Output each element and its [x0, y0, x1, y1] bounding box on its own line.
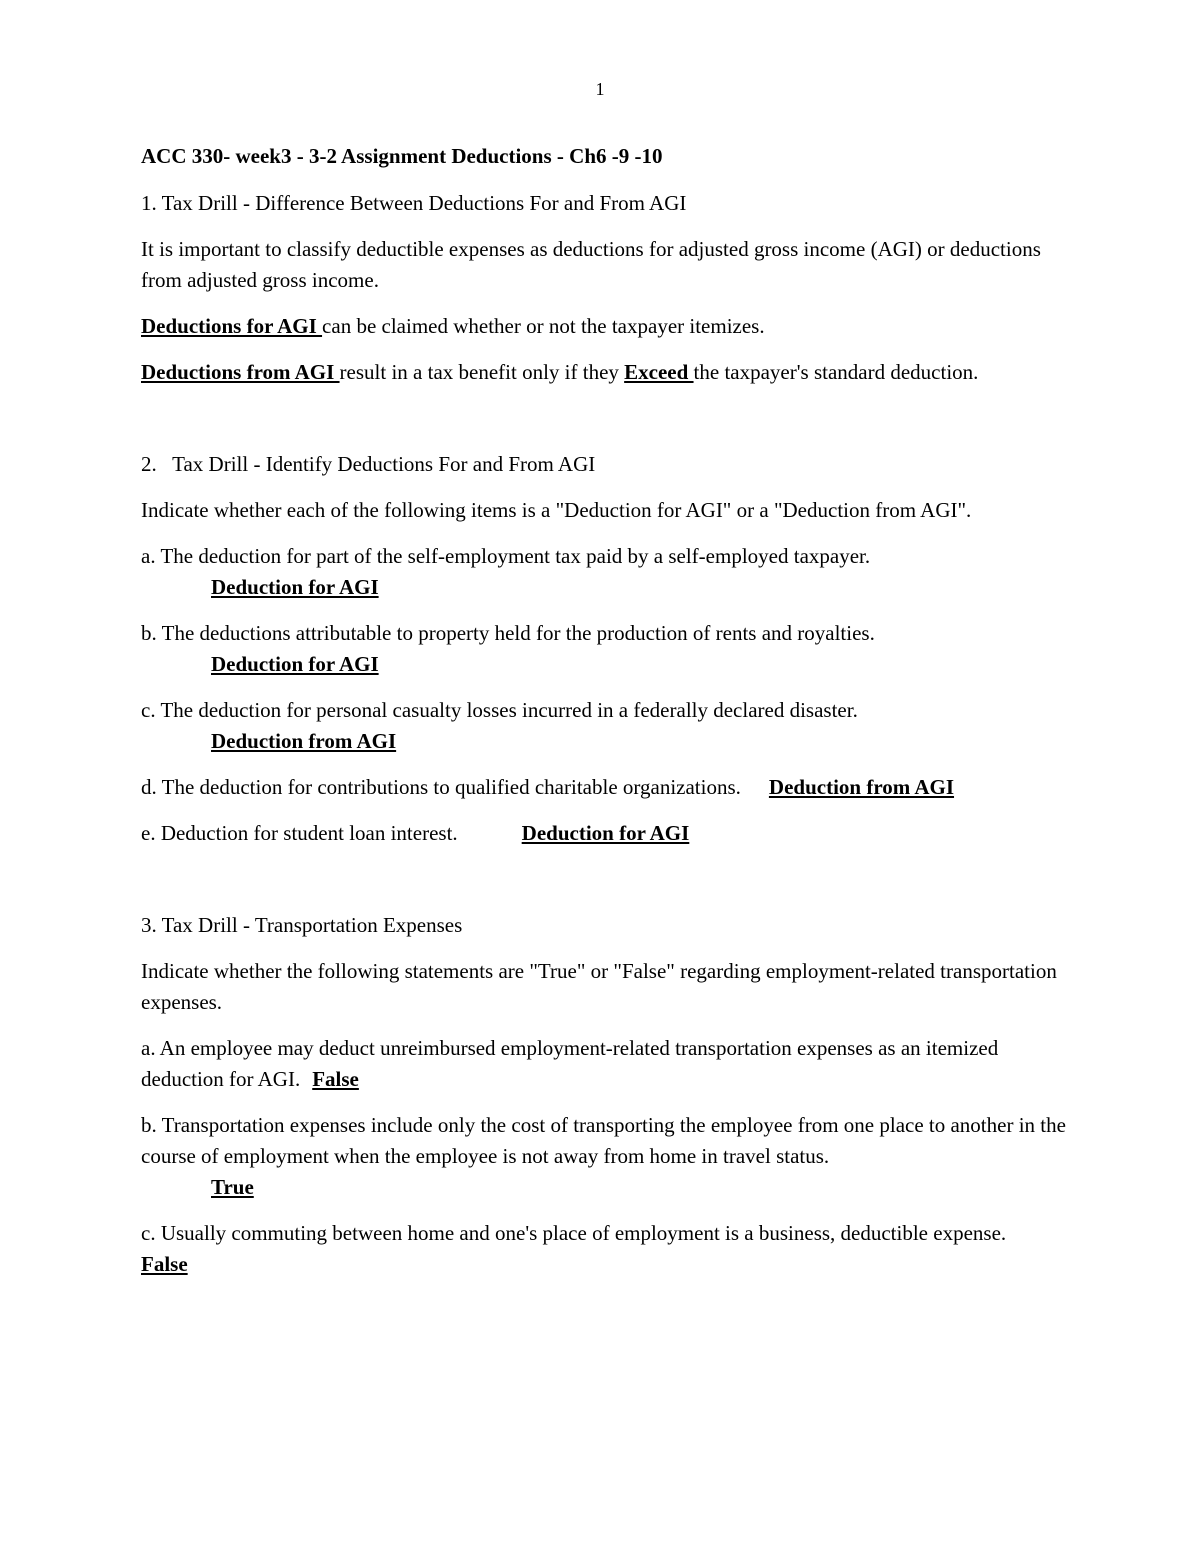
section2-item-c-answer: Deduction from AGI	[211, 729, 397, 753]
section1-line2-text-b: the taxpayer's standard deduction.	[693, 360, 979, 384]
section2-item-b-answer: Deduction for AGI	[211, 652, 379, 676]
section3-item-c-text: c. Usually commuting between home and one's place of employment is a business, deductible expense.	[141, 1221, 1007, 1245]
section3-item-c	[141, 1218, 1071, 1280]
section1-line1	[141, 311, 1071, 342]
section2-intro: Indicate whether each of the following items is a "Deduction for AGI" or a "Deduction from AGI".	[141, 498, 972, 522]
section3-item-a	[141, 1033, 1071, 1095]
section2-item-e-answer: Deduction for AGI	[521, 821, 690, 845]
section2-item-d-text: d. The deduction for contributions to qualified charitable organizations.	[141, 775, 741, 799]
section2-item-d	[141, 772, 1071, 803]
section3-heading: 3. Tax Drill - Transportation Expenses	[141, 913, 463, 937]
section1-heading: 1. Tax Drill - Difference Between Deductions For and From AGI	[141, 191, 687, 215]
section3-item-a-text: a. An employee may deduct unreimbursed employment-related transportation expenses as an itemized deduction for AGI.	[141, 1036, 999, 1091]
section3-item-a-answer: False	[312, 1067, 359, 1091]
document-title: ACC 330- week3 - 3-2 Assignment Deductions - Ch6 -9 -10	[141, 144, 663, 168]
section2-item-a: a. The deduction for part of the self-employment tax paid by a self-employed taxpayer.	[141, 544, 871, 568]
section2-item-e	[141, 818, 1071, 849]
section2-item-a-answer: Deduction for AGI	[211, 575, 379, 599]
section1-line2-text-a: result in a tax benefit only if they	[339, 360, 625, 384]
section2-item-b: b. The deductions attributable to property held for the production of rents and royalties.	[141, 621, 875, 645]
document-body	[141, 141, 1071, 1295]
section3-item-c-answer: False	[141, 1252, 188, 1276]
answer-deductions-for-agi: Deductions for AGI	[141, 314, 323, 338]
section2-heading: 2. Tax Drill - Identify Deductions For and From AGI	[141, 452, 596, 476]
section2-item-d-answer: Deduction from AGI	[768, 775, 955, 799]
section3-item-b: b. Transportation expenses include only the cost of transporting the employee from one place to another in the course of employment when the employee is not away from home in travel status.	[141, 1113, 1066, 1168]
answer-deductions-from-agi: Deductions from AGI	[141, 360, 340, 384]
page-number: 1	[595, 79, 605, 99]
section1-intro: It is important to classify deductible expenses as deductions for adjusted gross income (AGI) or deductions from adjusted gross income.	[141, 237, 1041, 292]
answer-exceed: Exceed	[624, 360, 694, 384]
section1-line1-text: can be claimed whether or not the taxpayer itemizes.	[322, 314, 765, 338]
section3-intro: Indicate whether the following statements are "True" or "False" regarding employment-related transportation expenses.	[141, 959, 1057, 1014]
section3-item-b-answer: True	[211, 1175, 254, 1199]
section2-item-e-text: e. Deduction for student loan interest.	[141, 821, 458, 845]
section1-line2	[141, 357, 1071, 388]
section2-item-c: c. The deduction for personal casualty losses incurred in a federally declared disaster.	[141, 698, 858, 722]
